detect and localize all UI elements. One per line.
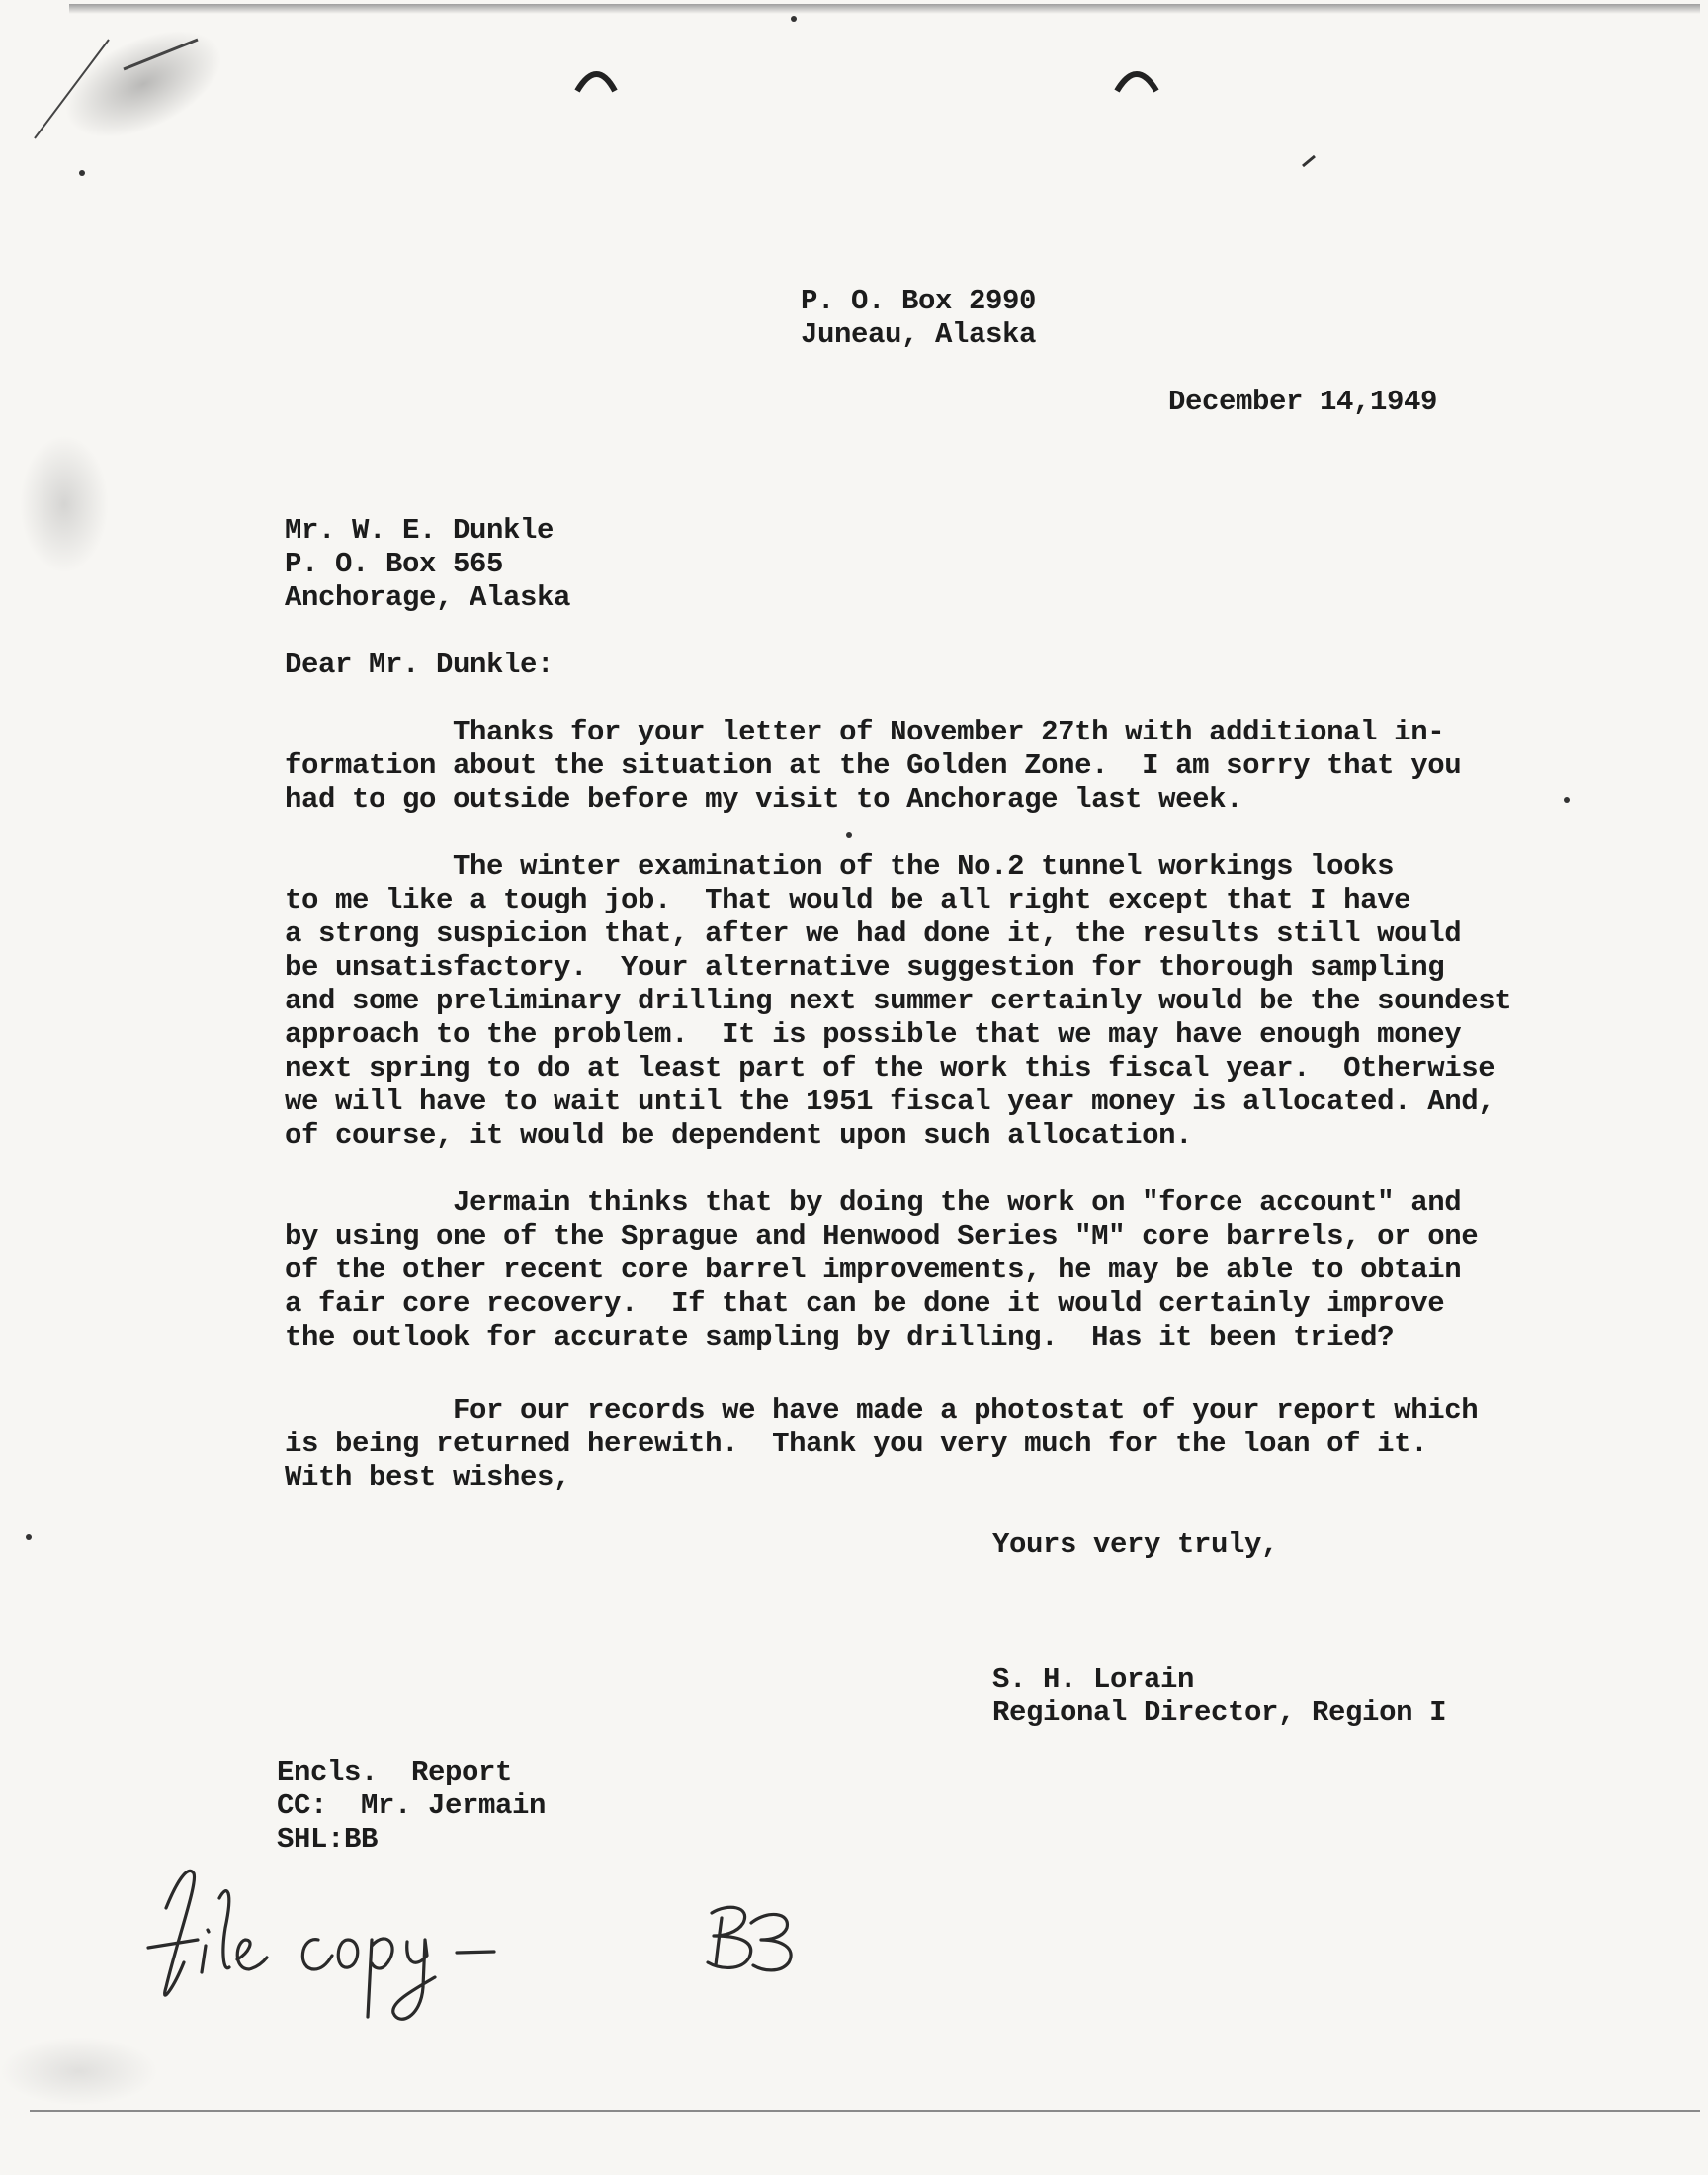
cc-notation: CC: Mr. Jermain — [277, 1789, 547, 1822]
paragraph-2-line: next spring to do at least part of the work this fiscal year. Otherwise — [285, 1052, 1495, 1085]
scratch-mark — [1303, 156, 1315, 166]
paragraph-2-line: of course, it would be dependent upon such allocation. — [285, 1119, 1193, 1152]
signer-name: S. H. Lorain — [992, 1663, 1195, 1696]
enclosure-notation: Encls. Report — [277, 1756, 513, 1788]
scratch-mark — [35, 40, 109, 138]
paragraph-4-line: For our records we have made a photostat of your report which — [285, 1394, 1479, 1427]
recipient-box: P. O. Box 565 — [285, 548, 504, 580]
signer-title: Regional Director, Region I — [992, 1696, 1447, 1729]
paragraph-3-line: of the other recent core barrel improvements, he may be able to obtain — [285, 1254, 1462, 1286]
paragraph-2-line: we will have to wait until the 1951 fiscal year money is allocated. And, — [285, 1086, 1495, 1118]
scratch-mark — [124, 40, 198, 69]
paragraph-1-line: had to go outside before my visit to Anchorage last week. — [285, 783, 1243, 816]
recipient-city: Anchorage, Alaska — [285, 581, 571, 614]
paragraph-2-line: and some preliminary drilling next summer certainly would be the soundest — [285, 985, 1512, 1017]
paragraph-2-line: The winter examination of the No.2 tunnel workings looks — [285, 850, 1395, 883]
paragraph-3-line: Jermain thinks that by doing the work on "force account" and — [285, 1186, 1462, 1219]
paragraph-3-line: a fair core recovery. If that can be done it would certainly improve — [285, 1287, 1445, 1320]
salutation: Dear Mr. Dunkle: — [285, 649, 555, 681]
recipient-name: Mr. W. E. Dunkle — [285, 514, 555, 547]
handwritten-note — [148, 1870, 791, 2019]
paragraph-1-line: formation about the situation at the Golden Zone. I am sorry that you — [285, 749, 1462, 782]
return-address-line-2: Juneau, Alaska — [801, 318, 1037, 351]
letter-date: December 14,1949 — [1168, 386, 1438, 418]
reference-initials: SHL:BB — [277, 1823, 379, 1856]
paragraph-4-line: With best wishes, — [285, 1461, 571, 1494]
paragraph-1-line: Thanks for your letter of November 27th with additional in- — [285, 716, 1445, 748]
closing: Yours very truly, — [992, 1528, 1279, 1561]
paragraph-3-line: the outlook for accurate sampling by drilling. Has it been tried? — [285, 1321, 1395, 1353]
paragraph-2-line: approach to the problem. It is possible that we may have enough money — [285, 1018, 1462, 1051]
paragraph-2-line: be unsatisfactory. Your alternative suggestion for thorough sampling — [285, 951, 1445, 984]
paragraph-3-line: by using one of the Sprague and Henwood Series "M" core barrels, or one — [285, 1220, 1479, 1253]
paragraph-2-line: a strong suspicion that, after we had done it, the results still would — [285, 917, 1462, 950]
paragraph-4-line: is being returned herewith. Thank you very much for the loan of it. — [285, 1428, 1428, 1460]
binder-hole-mark — [1117, 74, 1156, 91]
return-address-line-1: P. O. Box 2990 — [801, 285, 1037, 317]
paragraph-2-line: to me like a tough job. That would be all right except that I have — [285, 884, 1411, 916]
binder-hole-mark — [577, 74, 615, 91]
